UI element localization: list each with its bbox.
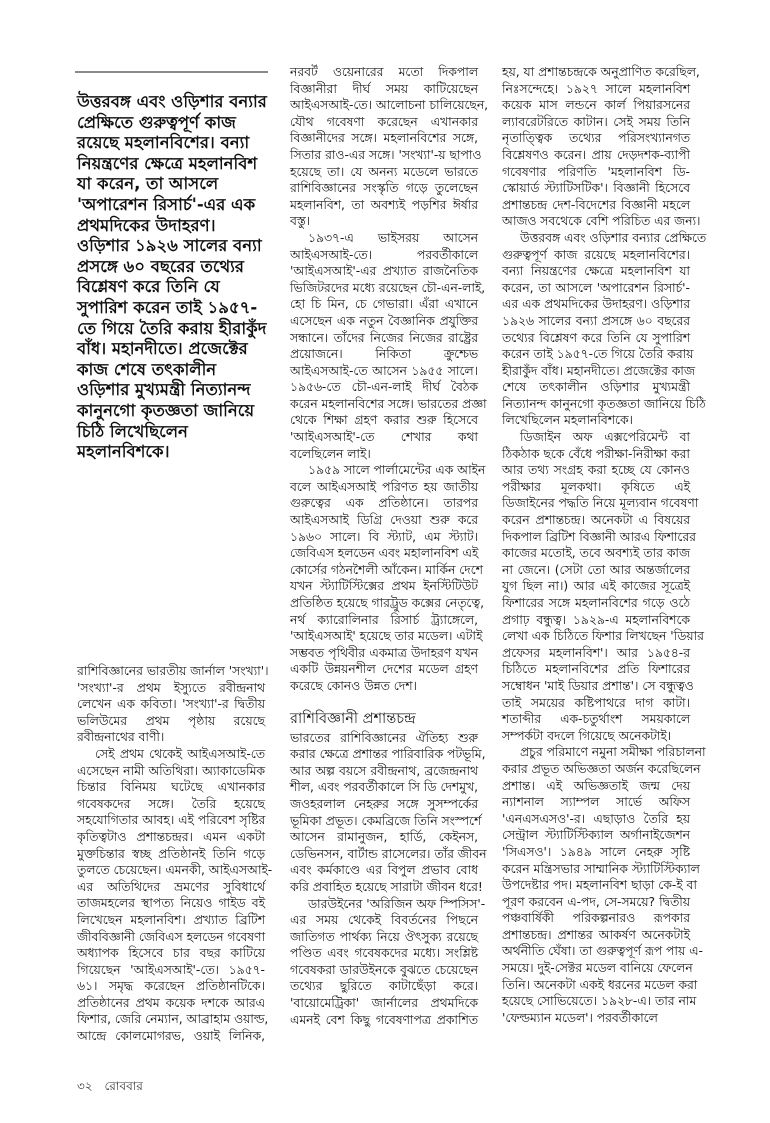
text-line: এসেছেন এক নতুন বৈজ্ঞানিক প্রযুক্তির (290, 313, 478, 328)
text-line: পরীক্ষার মূলকথা। কৃষিতে এই (502, 479, 690, 494)
text-line: 'এনএসএসও'-র। এছাড়াও তৈরি হয় (502, 811, 690, 826)
pull-quote-line: কানুনগো কৃতজ্ঞতা জানিয়ে (77, 400, 255, 420)
text-line: আইএসআই ডিগ্রি দেওয়া শুরু করে (290, 513, 478, 528)
text-line: তুলতে চেয়েছেন। এমনকী, আইএসআই- (77, 863, 273, 878)
text-line: লেখা এক চিঠিতে ফিশার লিখছেন 'ডিয়ার (502, 629, 704, 644)
text-line: লেখেন এক কবিতা। 'সংখ্যা'-র দ্বিতীয় (77, 697, 265, 712)
text-line: লিখেছেন মহলানবিশ। প্রখ্যাত ব্রিটিশ (77, 912, 265, 927)
text-line: তথ্যের ছুরিতে কাটাছেঁড়া করে। (290, 979, 478, 994)
pull-quote-line: ওড়িশার ১৯২৬ সালের বন্যা (77, 236, 262, 256)
text-line: চিন্তার বিনিময় ঘটেছে এখানকার (77, 780, 265, 795)
paragraph (290, 230, 487, 462)
paragraph (502, 230, 707, 429)
text-line: সেন্ট্রাল স্ট্যাটিস্টিক্যাল অর্গানাইজেশন (502, 828, 690, 843)
text-line: ১৯৫৯ সালে পার্লামেন্টের এক আইন (308, 463, 486, 478)
paragraph (290, 896, 486, 1029)
text-line: জীববিজ্ঞানী জেবিএস হলডেন গবেষণা (77, 929, 266, 944)
column-right (502, 64, 707, 1026)
text-line: প্রতিষ্ঠানের প্রথম কয়েক দশকে আরএ (77, 995, 265, 1010)
text-line: গবেষকদের সঙ্গে। তৈরি হয়েছে (77, 796, 265, 811)
magazine-name: রোববার (104, 1079, 143, 1093)
pull-quote-line: মহলানবিশকে। (77, 442, 170, 462)
paragraph (77, 663, 269, 746)
section-heading: রাশিবিজ্ঞানী প্রশান্তচন্দ্র (290, 710, 416, 727)
pull-quote-line: সুপারিশ করেন তাই ১৯৫৭- (77, 297, 258, 317)
pull-quote-line: 'অপারেশন রিসার্চ'-এর এক (77, 194, 256, 214)
text-line: ন্যাশনাল স্যাম্পল সার্ভে অফিস (502, 795, 690, 810)
text-line: অধ্যাপক হিসেবে চার বছর কাটিয়ে (77, 946, 265, 961)
text-line: ১৯৬০ সালে। বি স্ট্যাট, এম স্ট্যাট। (290, 529, 478, 544)
text-line: রবীন্দ্রনাথের বাণী। (77, 730, 165, 745)
text-line: জেবিএস হলডেন এবং মহালানবিশ এই (290, 546, 479, 561)
text-line: গুরুত্বের এক প্রতিষ্ঠানে। তারপর (290, 496, 478, 511)
text-line: কৃতিত্বটাও প্রশান্তচন্দ্রর। এমন একটা (77, 829, 265, 844)
text-line: নর্থ ক্যারোলিনার রিসার্চ ট্র্যাঙ্গেলে, (290, 612, 478, 627)
paragraph (290, 462, 486, 694)
text-line: করেন, তা আসলে 'অপারেশন রিসার্চ'- (502, 280, 690, 295)
text-line: গবেষণার পরিণতি 'মহলানবিশ ডি- (502, 164, 690, 179)
text-line: গিয়েছেন 'আইএসআই'-তে। ১৯৫৭- (77, 962, 265, 977)
text-line: নরবর্ট ওয়েনারের মতো দিকপাল (290, 65, 478, 79)
page-footer (77, 1078, 151, 1098)
text-line: সম্ভবত পৃথিবীর একমাত্র উদাহরণ যখন (290, 645, 478, 660)
text-line: সিতার রাও-এর সঙ্গে। 'সংখ্যা'-য় ছাপাও (290, 147, 482, 162)
text-line: জাতিগত পার্থক্য নিয়ে ঔৎসুক্য রয়েছে (290, 929, 478, 944)
text-line: প্রগাঢ় বন্ধুত্ব। ১৯২৯-এ মহলানবিশকে (502, 612, 690, 627)
text-line: যৌথ গবেষণা করেছেন এখানকার (290, 114, 478, 129)
text-line: পঞ্চবার্ষিকী পরিকল্পনারও রূপকার (502, 911, 690, 926)
text-line: দিকপাল ব্রিটিশ বিজ্ঞানী আরএ ফিশারের (502, 529, 696, 544)
text-line: আন্দ্রে কোলমোগরভ, ওয়াই লিনিক, (77, 1029, 265, 1044)
text-line: করেছে কোনও উন্নত দেশ। (290, 678, 417, 693)
text-line: করার প্রভূত অভিজ্ঞতা অর্জন করেছিলেন (502, 761, 701, 776)
text-line: লিখেছিলেন মহলানবিশকে। (502, 413, 633, 428)
text-line: এবং কর্মকাণ্ডে এর বিপুল প্রভাব বোধ (290, 863, 478, 878)
text-line: বিজ্ঞানীরা দীর্ঘ সময় কাটিয়েছেন (290, 81, 478, 96)
text-line: এর অতিথিদের ভ্রমণের সুবিধার্থে (77, 879, 265, 894)
text-line: প্রয়োজনে। নিকিতা ক্রুশ্চেভ (290, 347, 478, 362)
text-line: প্রতিষ্ঠিত হয়েছে গারট্রুড কক্সের নেতৃত্বে, (290, 596, 485, 610)
paragraph (290, 730, 487, 896)
text-line: এর এক প্রথমদিকের উদাহরণ। ওড়িশার (502, 297, 690, 312)
text-line: এর সময় থেকেই বিবর্তনের পিছনে (290, 913, 478, 928)
paragraph (502, 744, 706, 1026)
pull-quote-line: প্রেক্ষিতে গুরুত্বপূর্ণ কাজ (77, 112, 236, 132)
text-line: নৃতাত্ত্বিক তথ্যের পরিসংখ্যানগত (502, 131, 690, 146)
pull-quote (77, 92, 265, 463)
text-line: উত্তরবঙ্গ এবং ওড়িশার বন্যার প্রেক্ষিতে (520, 230, 707, 245)
text-line: স্কোয়ার্ড স্ট্যাটিসটিক'। বিজ্ঞানী হিসেবে (502, 181, 690, 196)
text-line: ডিজাইনের পদ্ধতি নিয়ে মূল্যবান গবেষণা (502, 496, 699, 511)
text-line: শেষে তৎকালীন ওড়িশার মুখ্যমন্ত্রী (502, 380, 690, 395)
text-line: তাজমহলের স্থাপত্য নিয়েও গাইড বই (77, 896, 265, 911)
text-line: আইএসআই-তে আসেন ১৯৫৫ সালে। (290, 363, 478, 378)
text-line: কাজের মতোই, তবে অবশ্যই তার কাজ (502, 546, 690, 561)
text-line: পণ্ডিত এবং গবেষকদের মধ্যে। সংশ্লিষ্ট (290, 946, 478, 961)
text-line: অর্থনীতি ঘেঁষা। তা গুরুত্বপূর্ণ রূপ পায় এ- (502, 944, 703, 959)
text-line: ল্যাবরেটরিতে কাটান। সেই সময় তিনি (502, 114, 690, 129)
text-line: হয়েছে সোভিয়েতে। ১৯২৮-এ। তার নাম (502, 994, 697, 1009)
text-line: গবেষকরা ডারউইনকে বুঝতে চেয়েছেন (290, 962, 478, 977)
text-line: রাশিবিজ্ঞানের সংস্কৃতি গড়ে তুলেছেন (290, 181, 478, 196)
text-line: করেন মন্ত্রিসভার সাম্মানিক স্ট্যাটিস্টিক্যাল (502, 861, 700, 876)
paragraph (502, 429, 704, 744)
text-line: বলেছিলেন লাই। (290, 446, 371, 461)
text-line: উপদেষ্টার পদ। মহলানবিশ ছাড়া কে-ই বা (502, 878, 697, 893)
text-line: প্রশান্তচন্দ্র। প্রশান্তর আকর্ষণ অনেকটাই (502, 927, 690, 942)
text-line: ডারউইনের 'অরিজিন অফ স্পিসিস'- (308, 896, 486, 911)
text-line: না জেনে। (সেটা তো আর অন্তর্জালের (502, 562, 690, 577)
text-line: প্রচুর পরিমাণে নমুনা সমীক্ষা পরিচালনা (520, 745, 706, 760)
text-line: হীরাকুঁদ বাঁধ। মহানদীতে। প্রজেক্টের কাজ (502, 363, 695, 378)
text-line: সেই প্রথম থেকেই আইএসআই-তে (95, 746, 265, 761)
text-line: সহযোগিতার আবহ। এই পরিবেশ সৃষ্টির (77, 813, 266, 828)
text-line: হয়, যা প্রশান্তচন্দ্রকে অনুপ্রাণিত করেছিল, (502, 65, 700, 79)
pull-quote-line: বিশ্লেষণ করে তিনি যে (77, 277, 220, 297)
text-line: সম্বোধন 'মাই ডিয়ার প্রশান্ত'। সে বন্ধুত্বও (502, 678, 694, 693)
text-line: জওহরলাল নেহরুর সঙ্গে সুসম্পর্কের (290, 796, 478, 811)
text-line: আজও সবথেকে বেশি পরিচিত এর জন্য। (502, 214, 701, 229)
paragraph (290, 64, 489, 230)
text-line: 'আইএসআই'-তে শেখার কথা (290, 430, 478, 445)
text-line: বস্তু। (290, 214, 311, 229)
text-line: ফিশারের সঙ্গে মহলানবিশের গড়ে ওঠে (502, 596, 690, 610)
pull-quote-rule (75, 71, 268, 73)
text-line: 'বায়োমেট্রিকা' জার্নালের প্রথমদিকে (290, 996, 478, 1011)
text-line: 'আইএসআই'-এর প্রখ্যাত রাজনৈতিক (290, 264, 478, 279)
text-line: আইএসআই-তে। আলোচনা চালিয়েছেন, (290, 98, 489, 113)
text-line: তথ্যের বিশ্লেষণ করে তিনি যে সুপারিশ (502, 330, 690, 345)
text-line: সম্পর্কটা বদলে গিয়েছে অনেকটাই। (502, 728, 672, 743)
text-line: করেন প্রশান্তচন্দ্র। অনেকটা এ বিষয়ের (502, 513, 690, 528)
text-line: এমনই বেশ কিছু গবেষণাপত্র প্রকাশিত (290, 1012, 478, 1027)
text-line: ডেভিনসন, বার্টান্ড রাসেলের। তাঁর জীবন (290, 846, 487, 861)
text-line: ১৯২৬ সালের বন্যা প্রসঙ্গে ৬০ বছরের (502, 313, 690, 328)
text-line: তাই সময়ের কষ্টিপাথরে দাগ কাটা। (502, 695, 690, 710)
text-line: করি প্রবাহিত হয়েছে সারাটা জীবন ধরে! (290, 879, 483, 894)
text-line: থেকে শিক্ষা গ্রহণ করার শুরু হিসেবে (290, 413, 478, 428)
text-line: প্রশান্তচন্দ্র দেশ-বিদেশের বিজ্ঞানী মহলে (502, 197, 690, 212)
pull-quote-line: চিঠি লিখেছিলেন (77, 421, 188, 441)
text-line: শতাব্দীর এক-চতুর্থাংশ সময়কালে (502, 712, 690, 727)
pull-quote-line: নিয়ন্ত্রণের ক্ষেত্রে মহলানবিশ (77, 153, 258, 173)
text-line: ডিজাইন অফ এক্সপেরিমেন্ট বা (520, 430, 690, 445)
pull-quote-line: উত্তরবঙ্গ এবং ওড়িশার বন্যার (77, 92, 267, 111)
text-line: 'সিএসও'। ১৯৪৯ সালে নেহরু সৃষ্টি (502, 844, 690, 859)
text-line: আইএসআই-তে। পরবর্তীকালে (290, 247, 478, 262)
pull-quote-line: রয়েছে মহলানবিশের। বন্যা (77, 133, 250, 153)
text-line: যুগ ছিল না।) আর এই কাজের সূত্রেই (502, 579, 690, 594)
text-line: করেন তাই ১৯৫৭-তে গিয়ে তৈরি করায় (502, 347, 694, 362)
text-line: কয়েক মাস লন্ডনে কার্ল পিয়ারসনের (502, 98, 690, 113)
text-line: নিত্যানন্দ কানুনগো কৃতজ্ঞতা জানিয়ে চিঠি (502, 396, 706, 411)
text-line: তিনি। অনেকটা একই ধরনের মডেল করা (502, 977, 698, 992)
text-line: সন্ধানে। তাঁদের নিজের নিজের রাষ্ট্রের (290, 330, 478, 345)
text-line: আর অল্প বয়সে রবীন্দ্রনাথ, ব্রজেন্দ্রনাথ (290, 763, 478, 778)
text-line: বিজ্ঞানীদের সঙ্গে। মহলানবিশের সঙ্গে, (290, 131, 478, 146)
text-line: 'সংখ্যা'-র প্রথম ইস্যুতে রবীন্দ্রনাথ (77, 680, 265, 695)
text-line: নিঃসন্দেহে। ১৯২৭ সালে মহলানবিশ (502, 81, 690, 96)
text-line: এসেছেন নামী অতিথিরা। অ্যাকাডেমিক (77, 763, 265, 778)
text-line: ভারতের রাশিবিজ্ঞানের ঐতিহ্য শুরু (290, 730, 478, 745)
text-line: ১৯৫৬-তে চৌ-এন-লাই দীর্ঘ বৈঠক (290, 380, 478, 395)
pull-quote-line: তে গিয়ে তৈরি করায় হীরাকুঁদ (77, 318, 267, 338)
text-line: করেন মহলানবিশের সঙ্গে। ভারতের প্রজ্ঞা (290, 396, 487, 411)
text-line: শীল, এবং পরবর্তীকালে সি ডি দেশমুখ, (290, 780, 478, 795)
text-line: মুক্তচিন্তার স্বচ্ছ প্রতিষ্ঠানই তিনি গড়ে (77, 846, 265, 861)
text-line: সময়ে। দুই-সেক্টর মডেল বানিয়ে ফেলেন (502, 961, 693, 976)
pull-quote-line: প্রথমদিকের উদাহরণ। (77, 215, 216, 235)
text-line: গুরুত্বপূর্ণ কাজ রয়েছে মহলানবিশের। (502, 247, 690, 262)
text-line: প্রফেসর মহলানবিশ'। আর ১৯৫৪-র (502, 645, 690, 660)
column-middle (290, 64, 489, 1028)
text-line: ৬১। সমৃদ্ধ করেছেন প্রতিষ্ঠানটিকে। (77, 979, 265, 994)
text-line: ভিজিটরদের মধ্যে রয়েছেন চৌ-এন-লাই, (290, 280, 486, 295)
text-line: ফিশার, জেরি নেম্যান, আব্রাহাম ওয়াল্ড, (77, 1012, 269, 1027)
pull-quote-line: কাজ শেষে তৎকালীন (77, 359, 217, 379)
text-line: আর তথ্য সংগ্রহ করা হচ্ছে যে কোনও (502, 463, 690, 478)
text-line: ১৯৩৭-এ ভাইসরয় আসেন (308, 230, 478, 245)
text-line: কোর্সের গঠনশৈলী আঁকেন। মার্কিন দেশে (290, 562, 483, 577)
column-left (77, 663, 273, 1045)
text-line: ভূমিকা প্রভূত। কেমব্রিজে তিনি সংস্পর্শে (290, 813, 482, 828)
paragraph (502, 64, 701, 230)
text-line: 'ফেল্ডম্যান মডেল'। পরবর্তীকালে (502, 1010, 658, 1025)
text-line: মহলানবিশ, তা অবশ্যই পড়শির ঈর্ষার (290, 197, 478, 212)
text-line: পূরণ করবেন এ-পদ, সে-সময়ে? দ্বিতীয় (502, 894, 690, 909)
pull-quote-line: প্রসঙ্গে ৬০ বছরের তথ্যের (77, 256, 244, 276)
text-line: রাশিবিজ্ঞানের ভারতীয় জার্নাল 'সংখ্যা'। (77, 664, 269, 678)
text-line: প্রশান্ত। এই অভিজ্ঞতাই জন্ম দেয় (502, 778, 690, 793)
pull-quote-line: বাঁধ। মহানদীতে। প্রজেক্টের (77, 339, 248, 359)
text-line: ঠিকঠাক ছকে বেঁধে পরীক্ষা-নিরীক্ষা করা (502, 446, 690, 461)
text-line: করার ক্ষেত্রে প্রশান্তর পারিবারিক পটভূমি, (290, 747, 486, 762)
text-line: হো চি মিন, চে গেভারা। এঁরা এখানে (290, 297, 478, 312)
text-line: একটি উন্নয়নশীল দেশের মডেল গ্রহণ (290, 662, 478, 677)
text-line: হয়েছে তা। যে অনন্য মডেলে ভারতে (290, 164, 478, 179)
text-line: 'আইএসআই' হয়েছে তার মডেল। এটাই (290, 629, 483, 644)
page-number: ৩২ (77, 1079, 93, 1093)
text-line: চিঠিতে মহলানবিশের প্রতি ফিশারের (502, 662, 690, 677)
text-line: বন্যা নিয়ন্ত্রণের ক্ষেত্রে মহলানবিশ যা (502, 264, 690, 279)
text-line: বিশ্লেষণও করেন। প্রায় দেড়দশক-ব্যাপী (502, 147, 690, 162)
pull-quote-line: ওড়িশার মুখ্যমন্ত্রী নিত্যানন্দ (77, 380, 251, 400)
pull-quote-line: যা করেন, তা আসলে (77, 174, 219, 194)
paragraph (77, 746, 273, 1045)
text-line: আসেন রামানুজন, হার্ডি, কেইনস, (290, 830, 478, 845)
text-line: বলে আইএসআই পরিণত হয় জাতীয় (290, 479, 478, 494)
text-line: ভলিউমের প্রথম পৃষ্ঠায় রয়েছে (77, 713, 265, 728)
text-line: যখন স্ট্যাটিস্টিক্সের প্রথম ইনস্টিটিউট (290, 579, 478, 594)
